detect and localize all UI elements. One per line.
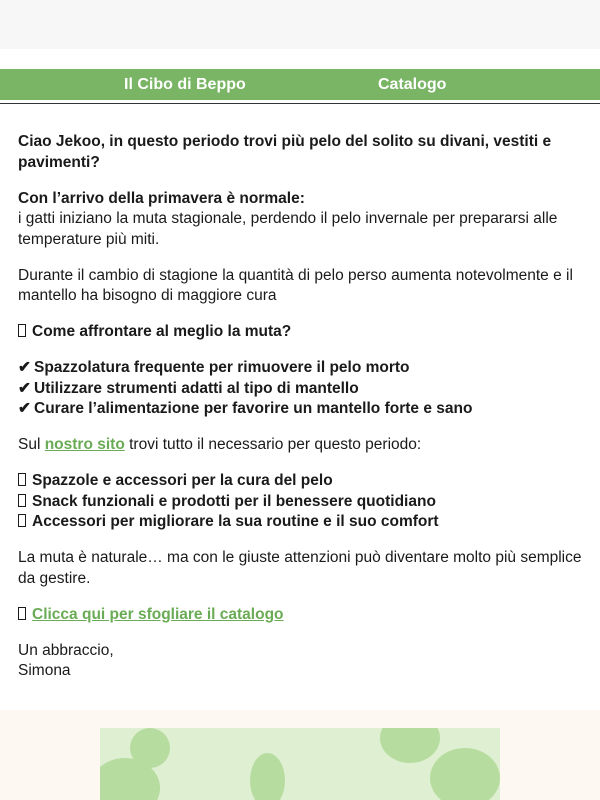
- checkmark-icon: ✔: [18, 379, 31, 397]
- spring-paragraph: [18, 189, 584, 251]
- signature-name: Simona: [18, 662, 71, 679]
- checkmark-icon: ✔: [18, 359, 31, 376]
- change-text: Durante il cambio di stagione la quantità di pelo perso aumenta notevolmente e il mantello ha bisogno di maggiore cura: [18, 266, 573, 304]
- tip-text: Curare l’alimentazione per favorire un mantello forte e sano: [34, 400, 473, 417]
- box-glyph-icon: [18, 494, 26, 507]
- site-suffix: trovi tutto il necessario per questo periodo:: [124, 436, 422, 453]
- site-line: [18, 435, 584, 456]
- box-glyph-icon: [18, 324, 26, 337]
- site-prefix: Sul: [18, 436, 45, 453]
- question-text: Come affrontare al meglio la muta?: [32, 323, 292, 340]
- products-list: [18, 471, 584, 533]
- list-item: [18, 358, 584, 379]
- catalog-link[interactable]: Clicca qui per sfogliare il catalogo: [32, 605, 284, 623]
- closing-text: La muta è naturale… ma con le giuste attenzioni può diventare molto più semplice da gestire.: [18, 549, 582, 587]
- list-item: [18, 471, 584, 492]
- checkmark-icon: ✔: [18, 400, 31, 417]
- intro-text: Ciao Jekoo, in questo periodo trovi più pelo del solito su divani, vestiti e pavimenti?: [18, 133, 552, 171]
- list-item: [18, 399, 584, 420]
- nav-home-link[interactable]: Il Cibo di Beppo: [124, 76, 246, 93]
- site-link[interactable]: nostro sito: [44, 436, 125, 453]
- list-item: [18, 379, 584, 400]
- product-text: Snack funzionali e prodotti per il benessere quotidiano: [32, 492, 436, 510]
- flower-petal-shape: [430, 748, 500, 800]
- flower-petal-shape: [130, 728, 170, 768]
- product-text: Accessori per migliorare la sua routine e il suo comfort: [32, 513, 439, 530]
- tip-text: Utilizzare strumenti adatti al tipo di mantello: [34, 379, 359, 397]
- list-item: [18, 492, 584, 513]
- catalog-line: [18, 605, 584, 626]
- box-glyph-icon: [18, 514, 26, 527]
- flower-petal-shape: [250, 753, 285, 800]
- flower-petal-shape: [380, 728, 440, 763]
- banner-image: [100, 728, 500, 800]
- product-text: Spazzole e accessori per la cura del pelo: [32, 472, 333, 489]
- spring-text: i gatti iniziano la muta stagionale, perdendo il pelo invernale per prepararsi alle temperature più miti.: [18, 210, 558, 248]
- top-navbar: [0, 69, 600, 100]
- tips-list: [18, 358, 584, 420]
- box-glyph-icon: [18, 607, 26, 620]
- signature-block: [18, 641, 584, 682]
- tip-text: Spazzolatura frequente per rimuovere il pelo morto: [34, 359, 410, 376]
- nav-catalog-link[interactable]: Catalogo: [378, 76, 447, 93]
- spring-title: Con l’arrivo della primavera è normale:: [18, 189, 305, 207]
- question-line: [18, 322, 584, 343]
- list-item: [18, 512, 584, 533]
- signoff-text: Un abbraccio,: [18, 641, 114, 659]
- box-glyph-icon: [18, 473, 26, 486]
- email-body: [18, 132, 584, 697]
- divider: [0, 103, 600, 104]
- top-band: [0, 0, 600, 49]
